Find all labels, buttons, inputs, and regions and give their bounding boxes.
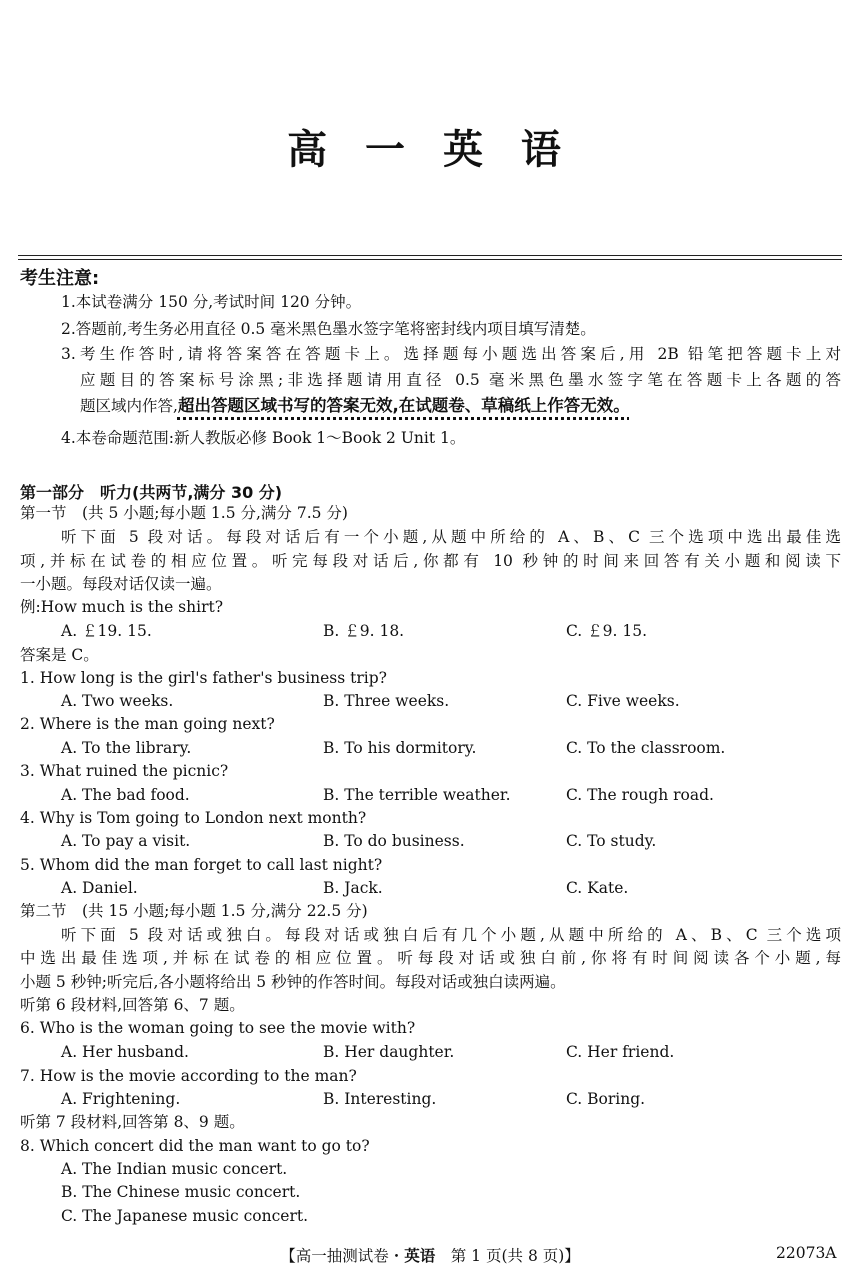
q6-option-c: C. Her friend.: [566, 1043, 675, 1061]
section2-intro-line-3: 小题 5 秒钟;听完后,各小题将给出 5 秒钟的作答时间。每段对话或独白读两遍。: [20, 973, 566, 991]
example-option-a: A. ￡19. 15.: [61, 622, 152, 640]
notice-emphasis: 超出答题区域书写的答案无效,在试题卷、草稿纸上作答无效。: [177, 396, 630, 415]
q7-option-b: B. Interesting.: [323, 1090, 437, 1108]
q3-option-b: B. The terrible weather.: [323, 786, 511, 804]
q3-option-c: C. The rough road.: [566, 786, 714, 804]
part1-heading: 第一部分 听力(共两节,满分 30 分): [20, 483, 283, 502]
q8-option-c: C. The Japanese music concert.: [61, 1207, 309, 1225]
notice-item-2: 2.答题前,考生务必用直径 0.5 毫米黑色墨水签字笔将密封线内项目填写清楚。: [61, 320, 596, 338]
q4-option-a: A. To pay a visit.: [61, 832, 191, 850]
q1-option-c: C. Five weeks.: [566, 692, 680, 710]
question-3: 3. What ruined the picnic?: [20, 762, 229, 780]
section1-intro-line-3: 一小题。每段对话仅读一遍。: [20, 575, 222, 593]
question-5: 5. Whom did the man forget to call last night?: [20, 856, 383, 874]
example-option-b: B. ￡9. 18.: [323, 622, 405, 640]
notice-item-3-text: 题区域内作答,: [80, 397, 178, 415]
q2-option-b: B. To his dormitory.: [323, 739, 477, 757]
question-8: 8. Which concert did the man want to go to?: [20, 1137, 370, 1155]
example-question: 例:How much is the shirt?: [20, 598, 224, 616]
section1-intro-line-1: 听下面 5 段对话。每段对话后有一个小题,从题中所给的 A、B、C 三个选项中选出最佳选: [61, 528, 841, 546]
q6-option-a: A. Her husband.: [61, 1043, 189, 1061]
question-7: 7. How is the movie according to the man?: [20, 1067, 357, 1085]
section2-heading: 第二节 (共 15 小题;每小题 1.5 分,满分 22.5 分): [20, 902, 368, 920]
q1-option-a: A. Two weeks.: [61, 692, 174, 710]
q4-option-b: B. To do business.: [323, 832, 465, 850]
q4-option-c: C. To study.: [566, 832, 657, 850]
q5-option-b: B. Jack.: [323, 879, 383, 897]
example-answer: 答案是 C。: [20, 646, 99, 664]
q7-option-a: A. Frightening.: [61, 1090, 181, 1108]
q8-option-a: A. The Indian music concert.: [61, 1160, 288, 1178]
q5-option-c: C. Kate.: [566, 879, 629, 897]
header-rule-secondary: [18, 259, 842, 260]
section1-intro-line-2: 项,并标在试卷的相应位置。听完每段对话后,你都有 10 秒钟的时间来回答有关小题和阅读下: [20, 552, 841, 570]
section1-heading: 第一节 (共 5 小题;每小题 1.5 分,满分 7.5 分): [20, 504, 348, 522]
header-rule: [18, 255, 842, 256]
q3-option-a: A. The bad food.: [61, 786, 190, 804]
q8-option-b: B. The Chinese music concert.: [61, 1183, 301, 1201]
footer-exam-name: 【高一抽测试卷・: [280, 1247, 405, 1265]
q5-option-a: A. Daniel.: [61, 879, 138, 897]
q7-option-c: C. Boring.: [566, 1090, 646, 1108]
notice-item-4: 4.本卷命题范围:新人教版必修 Book 1～Book 2 Unit 1。: [61, 429, 466, 447]
notice-item-1: 1.本试卷满分 150 分,考试时间 120 分钟。: [61, 293, 362, 311]
question-4: 4. Why is Tom going to London next month?: [20, 809, 367, 827]
page-title: 高 一 英 语: [287, 127, 573, 173]
example-option-c: C. ￡9. 15.: [566, 622, 648, 640]
q2-option-c: C. To the classroom.: [566, 739, 726, 757]
section2-intro-line-1: 听下面 5 段对话或独白。每段对话或独白后有几个小题,从题中所给的 A、B、C 三个选项: [61, 926, 841, 944]
q2-option-a: A. To the library.: [61, 739, 192, 757]
exam-code: 22073A: [776, 1244, 837, 1262]
footer-subject: 英语: [404, 1247, 436, 1265]
material-7-heading: 听第 7 段材料,回答第 8、9 题。: [20, 1113, 245, 1131]
question-6: 6. Who is the woman going to see the movie with?: [20, 1019, 416, 1037]
notice-item-3-line-2: 应题目的答案标号涂黑;非选择题请用直径 0.5 毫米黑色墨水签字笔在答题卡上各题的答: [80, 371, 841, 389]
question-1: 1. How long is the girl's father's business trip?: [20, 669, 387, 687]
page-footer: [0, 1244, 860, 1266]
section2-intro-line-2: 中选出最佳选项,并标在试卷的相应位置。听每段对话或独白前,你将有时间阅读各个小题,每: [20, 949, 841, 967]
notice-item-3-line-3: [80, 396, 630, 416]
q6-option-b: B. Her daughter.: [323, 1043, 455, 1061]
material-6-heading: 听第 6 段材料,回答第 6、7 题。: [20, 996, 245, 1014]
q1-option-b: B. Three weeks.: [323, 692, 450, 710]
notice-item-3-line-1: 3.考生作答时,请将答案答在答题卡上。选择题每小题选出答案后,用 2B 铅笔把答题卡上对: [61, 345, 841, 363]
footer-page-number: 第 1 页(共 8 页)】: [435, 1247, 580, 1265]
question-2: 2. Where is the man going next?: [20, 715, 275, 733]
notice-heading: 考生注意:: [20, 268, 100, 289]
